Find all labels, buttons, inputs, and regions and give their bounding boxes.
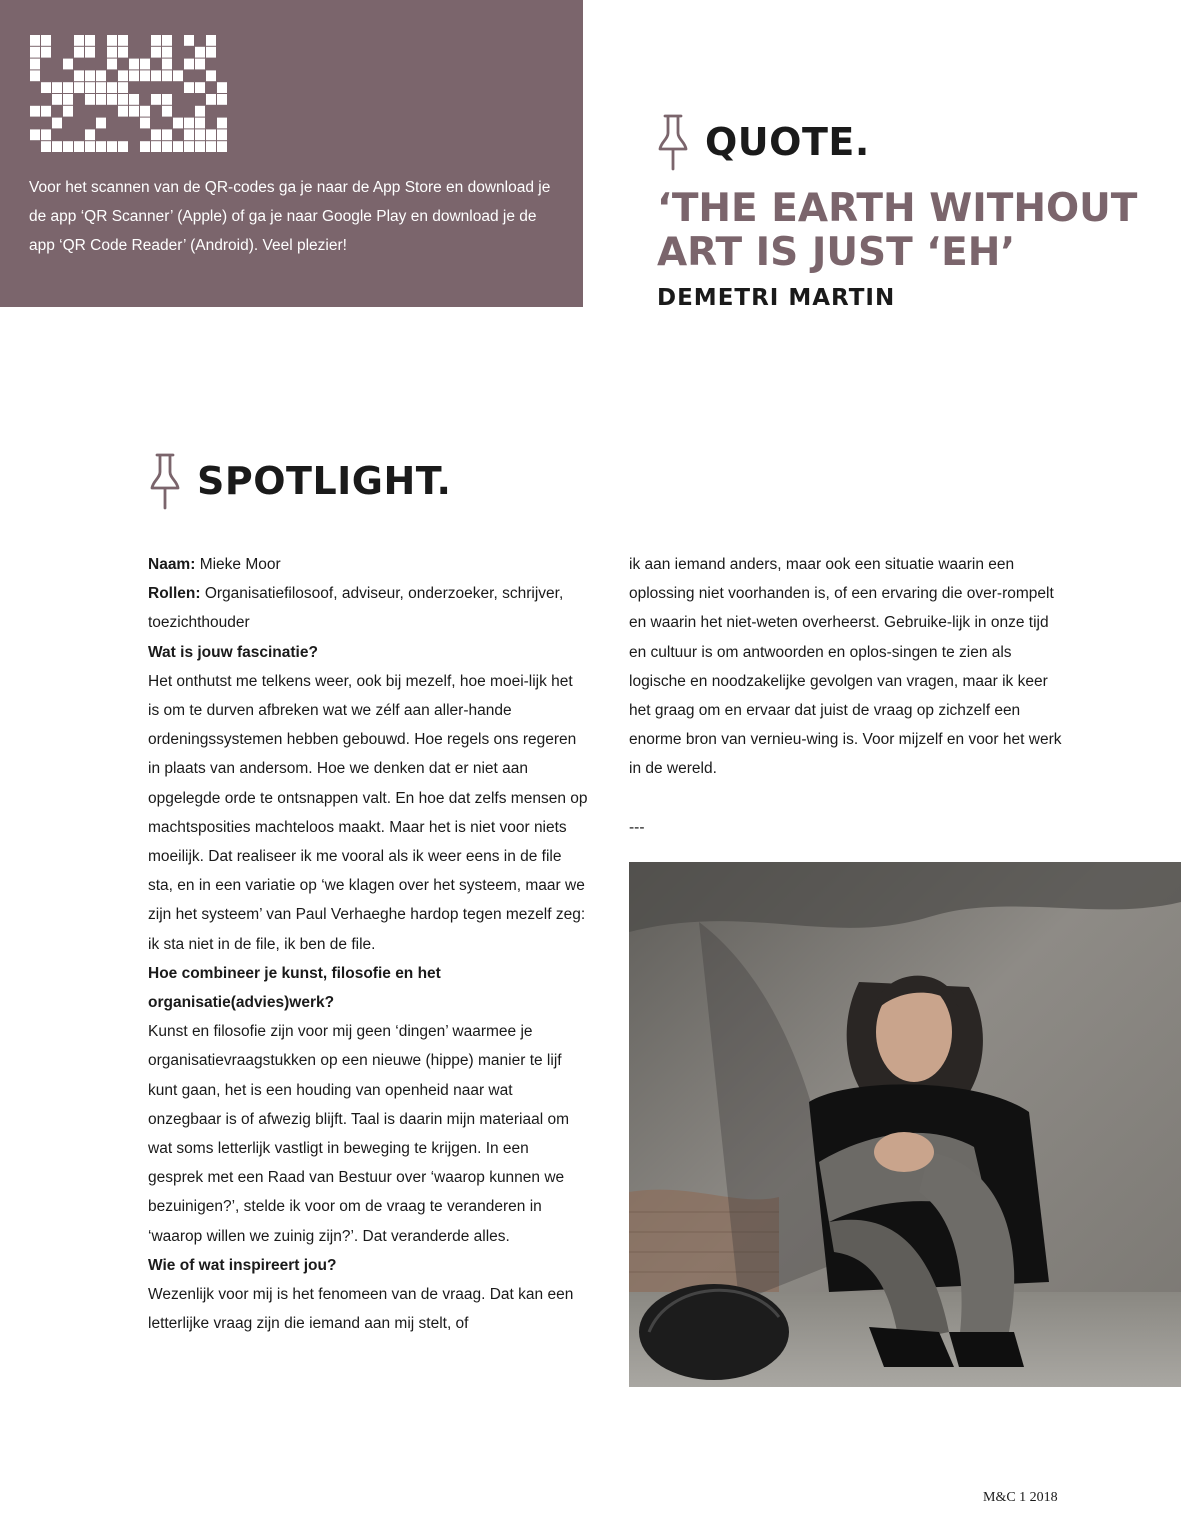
qr-module (206, 47, 216, 58)
qr-module (162, 59, 172, 70)
qr-module (96, 70, 106, 81)
quote-text: ‘THE EARTH WITHOUT ART IS JUST ‘EH’ (657, 186, 1138, 275)
qr-module (30, 129, 40, 140)
qr-module (206, 35, 216, 46)
qr-module (129, 94, 139, 105)
qr-module (96, 141, 106, 152)
qr-module (184, 82, 194, 93)
qr-module (151, 70, 161, 81)
qr-module (162, 94, 172, 105)
qr-module (41, 47, 51, 58)
qr-module (162, 35, 172, 46)
qr-module (206, 94, 216, 105)
qr-module (195, 141, 205, 152)
qr-module (129, 106, 139, 117)
answer-inspiration-part1: Wezenlijk voor mij is het fenomeen van de vraag. Dat kan een letterlijke vraag zijn die iemand aan mij stelt, of (148, 1286, 574, 1333)
qr-module (107, 82, 117, 93)
qr-module (85, 129, 95, 140)
qr-module (74, 70, 84, 81)
qr-module (151, 47, 161, 58)
qr-module (85, 94, 95, 105)
qr-module (74, 47, 84, 58)
qr-module (30, 47, 40, 58)
qr-module (217, 94, 227, 105)
qr-module (41, 129, 51, 140)
answer-fascination: Het onthutst me telkens weer, ook bij mezelf, hoe moei-lijk het is om te durven afbreken wat we zélf aan aller-hande ordeningssystemen hebben gebouwd. Hoe regels ons regeren in plaats van andersom. Hoe we denken dat er niet aan opgelegde orde te ontsnappen valt. En hoe dat zelfs mensen op machtsposities machteloos maakt. Maar het is niet voor niets moeilijk. Dat realiseer ik me vooral als ik weer eens in de file sta, en in een variatie op ‘we klagen over het systeem, maar we zijn het systeem’ van Paul Verhaeghe hardop tegen mezelf zeg: ik sta niet in de file, ik ben de file. (148, 672, 588, 953)
qr-module (173, 70, 183, 81)
name-label: Naam: (148, 556, 196, 573)
qr-module (96, 94, 106, 105)
qr-module (107, 47, 117, 58)
qr-module (63, 141, 73, 152)
qr-module (74, 82, 84, 93)
article-column-right (629, 550, 1069, 842)
qr-module (30, 59, 40, 70)
qr-module (129, 59, 139, 70)
qr-module (41, 141, 51, 152)
qr-module (184, 129, 194, 140)
pushpin-icon (147, 452, 183, 510)
qr-module (30, 70, 40, 81)
qr-module (195, 106, 205, 117)
qr-module (184, 59, 194, 70)
qr-module (162, 70, 172, 81)
name-value: Mieke Moor (195, 556, 281, 573)
qr-code-icon (30, 35, 228, 153)
separator: --- (629, 818, 645, 836)
question-inspiration: Wie of wat inspireert jou? (148, 1256, 337, 1274)
qr-module (151, 129, 161, 140)
qr-module (206, 70, 216, 81)
qr-module (118, 47, 128, 58)
quote-heading-label: QUOTE. (705, 120, 870, 164)
qr-module (184, 118, 194, 129)
qr-module (85, 82, 95, 93)
qr-module (118, 35, 128, 46)
qr-module (85, 47, 95, 58)
qr-module (52, 82, 62, 93)
qr-module (151, 94, 161, 105)
qr-instructions: Voor het scannen van de QR-codes ga je naar de App Store en download je de app ‘QR Scanner’ (Apple) of ga je naar Google Play en download je de app ‘QR Code Reader’ (Android). Veel plezier! (29, 179, 551, 254)
qr-info-panel (0, 0, 583, 307)
qr-module (162, 141, 172, 152)
qr-module (41, 35, 51, 46)
qr-module (118, 70, 128, 81)
qr-module (107, 35, 117, 46)
qr-module (162, 129, 172, 140)
qr-module (217, 129, 227, 140)
qr-module (52, 94, 62, 105)
qr-module (74, 35, 84, 46)
name-line (148, 550, 588, 579)
answer-inspiration-part2: ik aan iemand anders, maar ook een situatie waarin een oplossing niet voorhanden is, of een ervaring die over-rompelt en waarin het niet-weten overheerst. Gebruike-lijk in onze tijd en cultuur is om antwoorden en oplos-singen te zien als logische en noodzakelijke gevolgen van vragen, maar ik keer het graag om en ervaar dat juist de vraag op zichzelf een enorme bron van vernieu-wing is. Voor mijzelf en voor het werk in de wereld. (629, 556, 1062, 778)
issue-footer: M&C 1 2018 (983, 1490, 1058, 1505)
qr-module (184, 141, 194, 152)
roles-value: Organisatiefilosoof, adviseur, onderzoeker, schrijver, toezichthouder (148, 585, 564, 632)
qr-module (63, 106, 73, 117)
qr-module (140, 70, 150, 81)
qr-module (195, 82, 205, 93)
qr-module (63, 59, 73, 70)
qr-module (195, 59, 205, 70)
qr-module (184, 35, 194, 46)
qr-module (173, 118, 183, 129)
qr-module (195, 47, 205, 58)
qr-module (195, 118, 205, 129)
spotlight-heading (147, 452, 451, 510)
qr-module (41, 106, 51, 117)
qr-module (96, 82, 106, 93)
qr-module (162, 106, 172, 117)
qr-module (30, 35, 40, 46)
qr-module (140, 141, 150, 152)
qr-module (74, 141, 84, 152)
qr-module (151, 35, 161, 46)
quote-heading (655, 113, 870, 171)
qr-module (118, 141, 128, 152)
qr-module (85, 141, 95, 152)
qr-module (118, 82, 128, 93)
qr-module (63, 82, 73, 93)
qr-module (151, 141, 161, 152)
qr-module (107, 59, 117, 70)
qr-module (162, 47, 172, 58)
spotlight-heading-label: SPOTLIGHT. (197, 459, 452, 503)
qr-module (85, 70, 95, 81)
roles-label: Rollen: (148, 585, 201, 603)
qr-module (118, 106, 128, 117)
qr-module (140, 106, 150, 117)
qr-module (41, 82, 51, 93)
qr-module (96, 118, 106, 129)
qr-module (206, 129, 216, 140)
qr-module (217, 118, 227, 129)
question-combine: Hoe combineer je kunst, filosofie en het organisatie(advies)werk? (148, 964, 441, 1012)
pushpin-icon (655, 113, 691, 171)
qr-module (140, 118, 150, 129)
qr-module (52, 141, 62, 152)
qr-module (173, 141, 183, 152)
answer-combine: Kunst en filosofie zijn voor mij geen ‘dingen’ waarmee je organisatievraagstukken op een nieuwe (hippe) manier te lijf kunt gaan, het is een houding van openheid naar wat onzegbaar is of afwezig blijft. Taal is daarin mijn materiaal om wat soms letterlijk vastligt in beweging te krijgen. In een gesprek met een Raad van Bestuur over ‘waarop kunnen we bezuinigen?’, stelde ik voor om de vraag te veranderen in ‘waarop willen we zuinig zijn?’. Dat veranderde alles. (148, 1023, 569, 1245)
qr-module (217, 82, 227, 93)
quote-author: DEMETRI MARTIN (657, 285, 896, 311)
qr-module (140, 59, 150, 70)
qr-module (30, 106, 40, 117)
qr-module (129, 70, 139, 81)
qr-module (107, 94, 117, 105)
qr-module (107, 141, 117, 152)
roles-line (148, 579, 588, 637)
article-column-left (148, 550, 588, 1338)
qr-module (195, 129, 205, 140)
qr-module (206, 141, 216, 152)
qr-module (85, 35, 95, 46)
qr-module (52, 118, 62, 129)
qr-module (63, 94, 73, 105)
qr-module (217, 141, 227, 152)
question-fascination: Wat is jouw fascinatie? (148, 643, 318, 661)
portrait-photo (629, 862, 1181, 1387)
qr-module (118, 94, 128, 105)
